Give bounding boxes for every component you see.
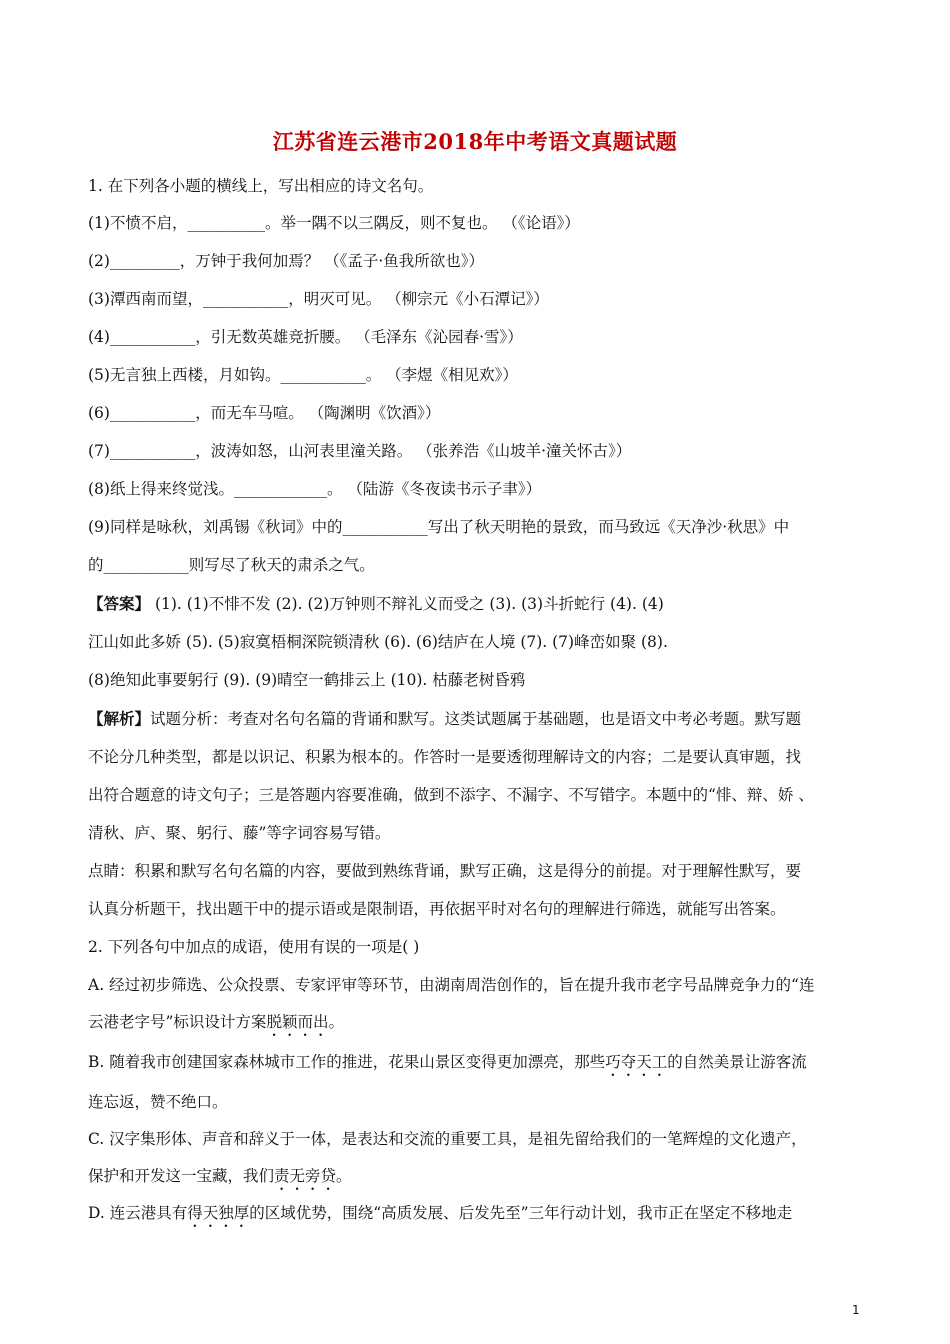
dotted-idiom: 巧夺天工: [605, 1053, 668, 1071]
tip-line-2: 认真分析题干，找出题干中的提示语或是限制语，再依据平时对名句的理解进行筛选，就能写出答案。: [88, 900, 786, 918]
answer-text-1: (1). (1)不悱不发 (2). (2)万钟则不辩礼义而受之 (3). (3)斗折蛇行 (4). (4): [150, 595, 664, 613]
text: 。: [336, 1167, 352, 1185]
q2-option-b-line-2: 连忘返，赞不绝口。: [88, 1093, 228, 1111]
dotted-idiom: 脱颖而出: [266, 1013, 329, 1031]
analysis-text-1: 试题分析：考查对名句名篇的背诵和默写。这类试题属于基础题，也是语文中考必考题。默写题: [150, 710, 802, 728]
tip-line-1: 点睛：积累和默写名句名篇的内容，要做到熟练背诵，默写正确，这是得分的前提。对于理解性默写，要: [88, 862, 802, 880]
q1-item-6: (6)___________，而无车马喧。 （陶渊明《饮酒》）: [88, 404, 441, 422]
q2-option-c-line-1: C. 汉字集形体、声音和辞义于一体，是表达和交流的重要工具，是祖先留给我们的一笔辉煌的文化遗产，: [88, 1130, 807, 1148]
q1-item-7: (7)___________，波涛如怒，山河表里潼关路。 （张养浩《山坡羊·潼关怀古》）: [88, 442, 632, 460]
text: 。: [328, 1013, 344, 1031]
text: 的区域优势，围绕“高质发展、后发先至”三年行动计划，我市正在坚定不移地走: [249, 1204, 793, 1222]
q1-item-1: (1)不愤不启，__________。举一隅不以三隅反，则不复也。 （《论语》）: [88, 214, 580, 232]
answer-line-2: 江山如此多娇 (5). (5)寂寞梧桐深院锁清秋 (6). (6)结庐在人境 (7). (7)峰峦如聚 (8).: [88, 633, 668, 651]
q1-item-8: (8)纸上得来终觉浅。____________。 （陆游《冬夜读书示子聿》）: [88, 480, 542, 498]
text: 云港老字号”标识设计方案: [88, 1013, 267, 1031]
dotted-idiom: 得天独厚: [187, 1204, 250, 1222]
analysis-line-3: 出符合题意的诗文句子；三是答题内容要准确，做到不添字、不漏字、不写错字。本题中的“悱、辩、娇 、: [88, 786, 814, 804]
q1-item-2: (2)_________，万钟于我何加焉？ （《孟子·鱼我所欲也》）: [88, 252, 485, 270]
q1-stem: 1. 在下列各小题的横线上，写出相应的诗文名句。: [88, 177, 434, 195]
answer-line-3: (8)绝知此事要躬行 (9). (9)晴空一鹤排云上 (10). 枯藤老树昏鸦: [88, 671, 526, 689]
text: D. 连云港具有: [88, 1204, 188, 1222]
page-number: 1: [852, 1303, 860, 1317]
q2-option-a-line-2: [88, 1010, 344, 1040]
q2-option-a-line-1: A. 经过初步筛选、公众投票、专家评审等环节，由湖南周浩创作的，旨在提升我市老字号品牌竞争力的“连: [88, 976, 815, 994]
q1-item-4: (4)___________，引无数英雄竞折腰。 （毛泽东《沁园春·雪》）: [88, 328, 523, 346]
q2-stem: 2. 下列各句中加点的成语，使用有误的一项是( ): [88, 938, 420, 956]
answer-label: 【答案】: [88, 594, 151, 613]
text: B. 随着我市创建国家森林城市工作的推进，花果山景区变得更加漂亮，那些: [88, 1053, 606, 1071]
q2-option-d-line-1: [88, 1201, 792, 1231]
q1-item-3: (3)潭西南而望，___________，明灭可见。 （柳宗元《小石潭记》）: [88, 290, 549, 308]
q2-option-b-line-1: [88, 1050, 807, 1080]
dotted-idiom: 责无旁贷: [274, 1167, 337, 1185]
q1-item-5: (5)无言独上西楼，月如钩。___________。 （李煜《相见欢》）: [88, 366, 518, 384]
text: 保护和开发这一宝藏，我们: [88, 1167, 275, 1185]
text: 的自然美景让游客流: [667, 1053, 807, 1071]
q2-option-c-line-2: [88, 1164, 352, 1194]
page-title: 江苏省连云港市2018年中考语文真题试题: [272, 129, 678, 154]
analysis-line-1: [88, 707, 801, 729]
analysis-label: 【解析】: [88, 709, 151, 728]
answer-line-1: [88, 592, 664, 614]
analysis-line-4: 清秋、庐、聚、躬行、藤”等字词容易写错。: [88, 824, 391, 842]
q1-item-9-cont: 的___________则写尽了秋天的肃杀之气。: [88, 556, 375, 574]
analysis-line-2: 不论分几种类型，都是以识记、积累为根本的。作答时一是要透彻理解诗文的内容；二是要认真审题，找: [88, 748, 802, 766]
q1-item-9: (9)同样是咏秋，刘禹锡《秋词》中的___________写出了秋天明艳的景致，而马致远《天净沙·秋思》中: [88, 518, 790, 536]
